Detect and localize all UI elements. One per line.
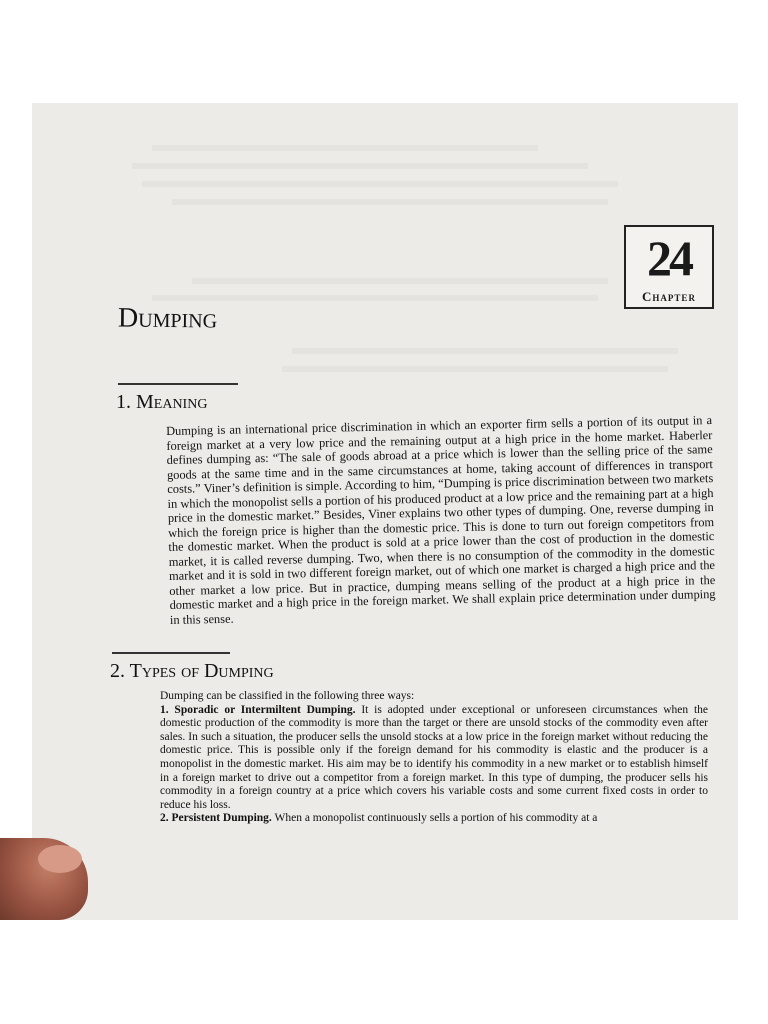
book-page <box>32 103 738 920</box>
chapter-label: Chapter <box>642 289 696 304</box>
chapter-number: 24 <box>647 230 691 286</box>
bleed-through-line <box>282 366 668 372</box>
bleed-through-line <box>192 278 608 284</box>
section-rule <box>112 652 230 654</box>
bleed-through-line <box>172 199 608 205</box>
type-text-sporadic: It is adopted under exceptional or unforeseen circumstances when the domestic production of the commodity is more than the target or there are unsold stocks of the commodity even after sales. In such a situation, the producer sells the unsold stocks at a low price in the foreign market without reducing the domestic price. This is possible only if the foreign demand for his commodity is elastic and the producer is a monopolist in the domestic market. His aim may be to identify his commodity in a new market or to establish himself in a foreign market to drive out a competitor from a foreign market. In this type of dumping, the producer sells his commodity in a foreign country at a price which covers his variable costs and some current fixed costs in order to reduce his loss. <box>160 703 708 811</box>
list-item <box>160 704 708 813</box>
chapter-title: Dumping <box>117 302 218 335</box>
section-heading-meaning: 1. Meaning <box>116 391 208 413</box>
chapter-badge <box>624 225 714 309</box>
bleed-through-line <box>142 181 618 187</box>
bleed-through-line <box>292 348 678 354</box>
type-title-sporadic: 1. Sporadic or Intermiltent Dumping. <box>160 703 356 716</box>
meaning-paragraph: Dumping is an international price discrimination in which an exporter firm sells a portion of its output in a foreign market at a very low price and the remaining output at a high price in the home market. Haberler defines dumping as: “The sale of goods abroad at a price which is lower than the selling price of the same goods at the same time and in the same circumstances at home, taking account of differences in transport costs.” Viner’s definition is simple. According to him, “Dumping is price discrimination between two markets in which the monopolist sells a portion of his produced product at a low price and the remaining part at a high price in the domestic market.” Besides, Viner explains two other types of dumping. One, reverse dumping in which the foreign price is higher than the domestic price. This is done to turn out foreign competitors from the domestic market. When the product is sold at a price lower than the cost of production in the domestic market, it is called reverse dumping. Two, when there is no consumption of the commodity in the domestic market and it is sold in two different foreign market, out of which one market is charged a high price and the other market a low price. But in practice, dumping means selling of the product at a high price in the domestic market and a high price in the foreign market. We shall explain price determination under dumping in this sense. <box>166 413 716 627</box>
types-intro: Dumping can be classified in the following three ways: <box>160 690 415 702</box>
thumbnail-nail <box>38 845 82 873</box>
types-paragraph <box>160 690 708 826</box>
bleed-through-line <box>132 163 588 169</box>
section-rule <box>118 383 238 385</box>
list-item <box>160 812 708 826</box>
type-text-persistent: When a monopolist continuously sells a portion of his commodity at a <box>274 812 598 825</box>
bleed-through-line <box>152 295 598 301</box>
section-heading-types: 2. Types of Dumping <box>110 660 274 682</box>
type-title-persistent: 2. Persistent Dumping. <box>160 812 272 825</box>
bleed-through-line <box>152 145 538 151</box>
